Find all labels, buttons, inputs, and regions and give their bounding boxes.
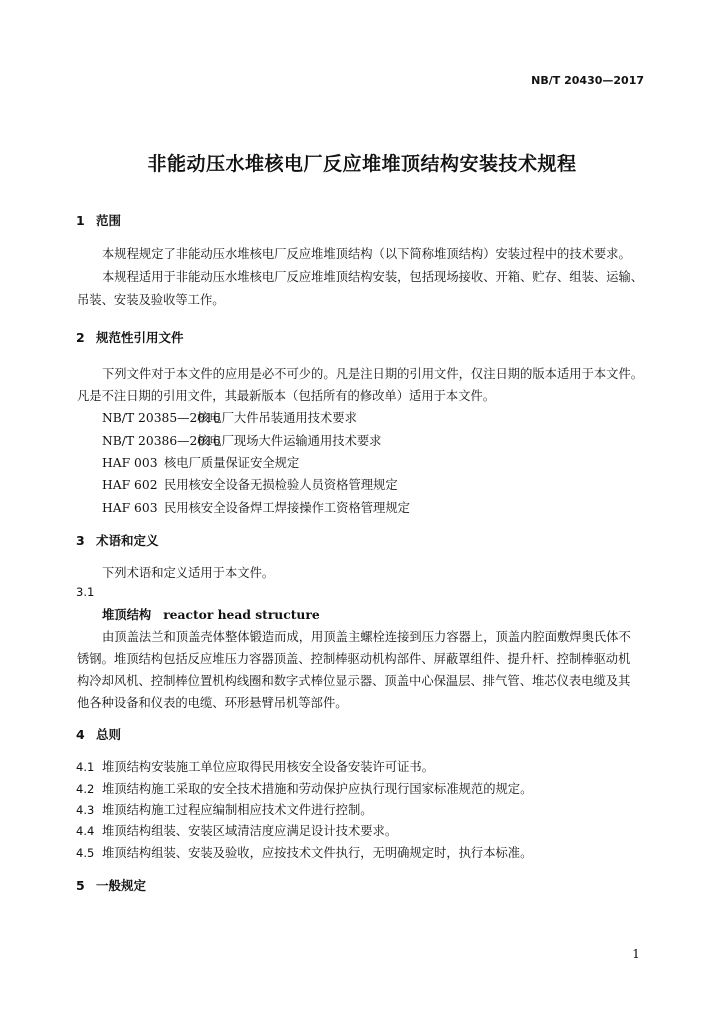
section-number: 3 xyxy=(76,533,85,548)
clause-number: 4.5 xyxy=(76,846,95,860)
term-chinese: 堆顶结构 xyxy=(102,607,152,622)
reference-item xyxy=(102,453,299,471)
reference-code: HAF 603 xyxy=(102,501,158,515)
paragraph-line: 凡是不注日期的引用文件，其最新版本（包括所有的修改单）适用于本文件。 xyxy=(77,389,496,403)
section-number: 4 xyxy=(76,727,85,742)
clause-number: 4.4 xyxy=(76,824,95,838)
clause-item xyxy=(76,757,434,775)
clause-number: 4.3 xyxy=(76,803,95,817)
clause-item xyxy=(76,800,373,818)
section-number: 1 xyxy=(76,213,85,228)
clause-text: 堆顶结构安装施工单位应取得民用核安全设备安装许可证书。 xyxy=(102,760,435,774)
section-title: 一般规定 xyxy=(96,878,147,893)
clause-number: 4.2 xyxy=(76,782,95,796)
reference-item xyxy=(102,475,398,493)
paragraph: 下列术语和定义适用于本文件。 xyxy=(102,566,275,580)
subclause-number: 3.1 xyxy=(76,585,95,599)
section-title: 总则 xyxy=(96,727,122,742)
definition-line: 构冷却风机、控制棒位置机构线圈和数字式棒位显示器、顶盖中心保温层、排气管、堆芯仪表电缆及其 xyxy=(77,674,631,688)
section-title: 范围 xyxy=(96,213,122,228)
section-2-heading xyxy=(76,328,184,346)
section-5-heading xyxy=(76,876,146,894)
reference-item xyxy=(102,498,410,516)
reference-code: NB/T 20385—2016 xyxy=(102,411,221,425)
section-title: 规范性引用文件 xyxy=(96,330,184,345)
term-entry xyxy=(102,605,320,623)
reference-name: 民用核安全设备无损检验人员资格管理规定 xyxy=(164,478,398,492)
reference-code: NB/T 20386—2016 xyxy=(102,434,221,448)
standard-code: NB/T 20430—2017 xyxy=(531,74,644,87)
paragraph-line: 吊装、安装及验收等工作。 xyxy=(77,293,225,307)
reference-code: HAF 602 xyxy=(102,478,158,492)
section-3-heading xyxy=(76,531,159,549)
clause-text: 堆顶结构施工采取的安全技术措施和劳动保护应执行现行国家标准规范的规定。 xyxy=(102,782,533,796)
clause-item xyxy=(76,843,532,861)
section-number: 5 xyxy=(76,878,85,893)
definition-line: 他各种设备和仪表的电缆、环形悬臂吊机等部件。 xyxy=(77,696,348,710)
clause-number: 4.1 xyxy=(76,760,95,774)
definition-line: 由顶盖法兰和顶盖壳体整体锻造而成，用顶盖主螺栓连接到压力容器上，顶盖内腔面敷焊奥氏体不 xyxy=(102,630,631,644)
clause-text: 堆顶结构施工过程应编制相应技术文件进行控制。 xyxy=(102,803,373,817)
reference-item xyxy=(102,408,357,426)
paragraph-line: 下列文件对于本文件的应用是必不可少的。凡是注日期的引用文件，仅注日期的版本适用于本文件。 xyxy=(102,367,644,381)
clause-text: 堆顶结构组装、安装区域清洁度应满足设计技术要求。 xyxy=(102,824,398,838)
reference-name: 民用核安全设备焊工焊接操作工资格管理规定 xyxy=(164,501,410,515)
clause-text: 堆顶结构组装、安装及验收，应按技术文件执行，无明确规定时，执行本标准。 xyxy=(102,846,533,860)
clause-item xyxy=(76,779,532,797)
section-1-heading xyxy=(76,211,121,229)
paragraph-line: 本规程适用于非能动压水堆核电厂反应堆堆顶结构安装，包括现场接收、开箱、贮存、组装、运输、 xyxy=(102,270,644,284)
page-number: 1 xyxy=(632,947,640,961)
page-title: 非能动压水堆核电厂反应堆堆顶结构安装技术规程 xyxy=(147,153,577,175)
paragraph: 本规程规定了非能动压水堆核电厂反应堆堆顶结构（以下简称堆顶结构）安装过程中的技术要求。 xyxy=(102,247,631,261)
section-number: 2 xyxy=(76,330,85,345)
definition-line: 锈钢。堆顶结构包括反应堆压力容器顶盖、控制棒驱动机构部件、屏蔽罩组件、提升杆、控制棒驱动机 xyxy=(77,652,631,666)
reference-name: 核电厂现场大件运输通用技术要求 xyxy=(197,434,382,448)
reference-code: HAF 003 xyxy=(102,456,158,470)
reference-name: 核电厂大件吊装通用技术要求 xyxy=(197,411,357,425)
clause-item xyxy=(76,821,397,839)
section-title: 术语和定义 xyxy=(96,533,159,548)
term-english: reactor head structure xyxy=(163,607,320,622)
reference-name: 核电厂质量保证安全规定 xyxy=(164,456,300,470)
section-4-heading xyxy=(76,725,121,743)
reference-item xyxy=(102,431,381,449)
